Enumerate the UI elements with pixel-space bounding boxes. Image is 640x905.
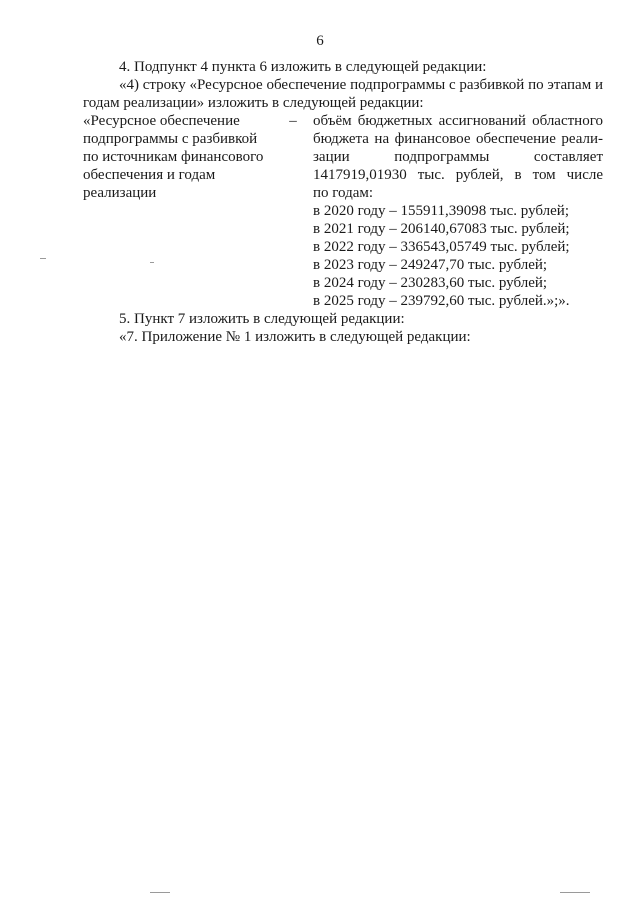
year-funding-line: в 2023 году – 249247,70 тыс. рублей;	[313, 257, 548, 273]
paragraph-item-4-subitem: «4) строку «Ресурсное обеспечение подпрограммы с разбивкой по этапам и годам реализации» изложить в следующей редакции:	[83, 77, 603, 111]
paragraph-item-4: 4. Подпункт 4 пункта 6 изложить в следующей редакции:	[119, 59, 487, 75]
scan-speck	[560, 892, 590, 893]
description-line: 1417919,01930 тыс. рублей, в том числе	[313, 167, 603, 183]
paragraph-item-5: 5. Пункт 7 изложить в следующей редакции:	[119, 311, 405, 327]
resource-table-row	[83, 112, 603, 310]
left-cell-line: реализации	[83, 185, 157, 201]
year-funding-line: в 2025 году – 239792,60 тыс. рублей.»;».	[313, 293, 570, 309]
year-funding-line: в 2020 году – 155911,39098 тыс. рублей;	[313, 203, 569, 219]
scan-speck	[150, 892, 170, 893]
year-funding-line: в 2022 году – 336543,05749 тыс. рублей;	[313, 239, 570, 255]
description-line: по годам:	[313, 185, 374, 201]
left-cell-line: по источникам финансового	[83, 149, 264, 165]
left-cell-line: подпрограммы с разбивкой	[83, 131, 258, 147]
left-cell-line: обеспечения и годам	[83, 167, 216, 183]
page-number: 6	[316, 33, 324, 49]
paragraph-item-7: «7. Приложение № 1 изложить в следующей редакции:	[119, 329, 471, 345]
scan-speck	[40, 258, 46, 259]
table-dash: –	[289, 113, 297, 129]
table-left-cell	[83, 112, 273, 202]
left-cell-line: «Ресурсное обеспечение	[83, 113, 240, 129]
description-line: бюджета на финансовое обеспечение реали-	[313, 131, 603, 147]
table-right-cell	[313, 112, 603, 310]
year-funding-line: в 2021 году – 206140,67083 тыс. рублей;	[313, 221, 570, 237]
scan-speck	[150, 262, 154, 263]
description-line: объём бюджетных ассигнований областного	[313, 113, 603, 129]
description-line: зации подпрограммы составляет	[313, 149, 603, 165]
document-body	[83, 58, 603, 346]
year-funding-line: в 2024 году – 230283,60 тыс. рублей;	[313, 275, 548, 291]
